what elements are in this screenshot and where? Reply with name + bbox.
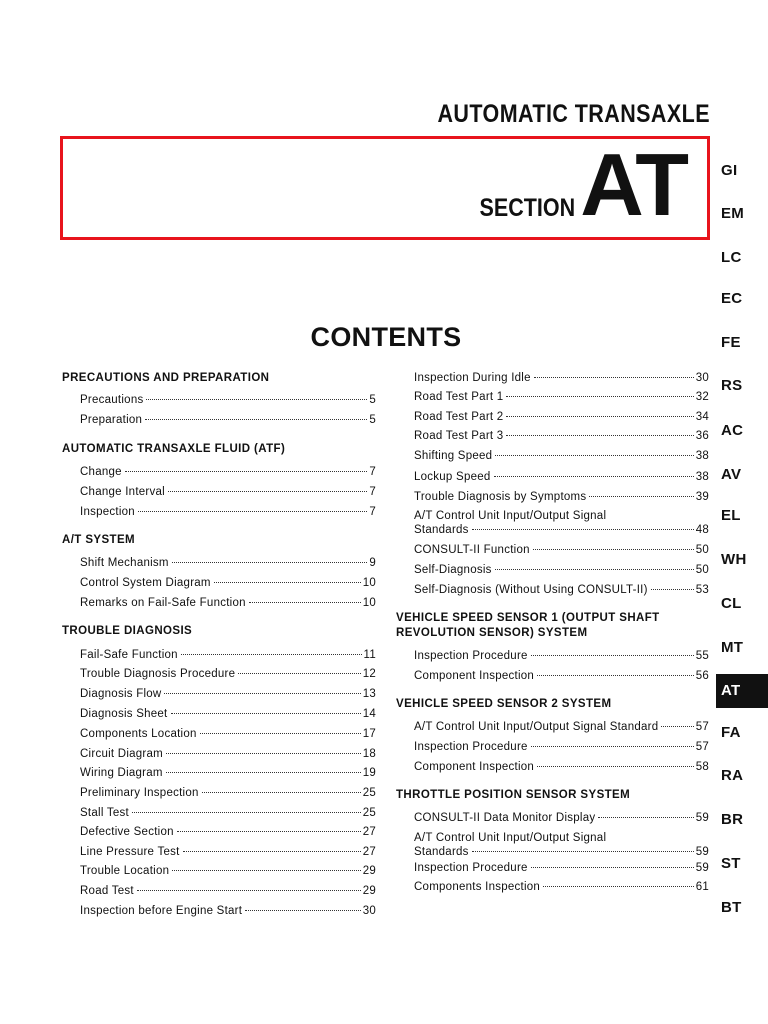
tab-br[interactable]: BR	[721, 811, 744, 828]
toc-entry-label: Road Test	[80, 885, 134, 897]
dot-leader	[495, 569, 694, 570]
toc-entry[interactable]	[80, 465, 376, 479]
tab-ec[interactable]: EC	[721, 290, 743, 307]
toc-entry[interactable]	[80, 864, 376, 878]
toc-entry-label: Wiring Diagram	[80, 767, 163, 779]
toc-entry-page: 56	[695, 670, 709, 682]
dot-leader	[472, 851, 694, 852]
toc-entry-label: Trouble Location	[80, 865, 170, 877]
toc-entry-label: Remarks on Fail-Safe Function	[80, 597, 246, 609]
toc-entry-page: 39	[695, 491, 709, 503]
toc-entry-label: Shift Mechanism	[80, 557, 169, 569]
dot-leader	[531, 655, 694, 656]
toc-entry-continuation	[414, 523, 709, 537]
tab-wh[interactable]: WH	[721, 551, 747, 568]
toc-entry[interactable]	[80, 505, 376, 519]
toc-entry-label: Inspection	[80, 506, 135, 518]
dot-leader	[533, 549, 694, 550]
toc-entry-page: 12	[362, 668, 376, 680]
section-frame	[60, 136, 710, 240]
dot-leader	[245, 910, 360, 911]
tab-at[interactable]: AT	[716, 674, 768, 708]
tab-cl[interactable]: CL	[721, 595, 742, 612]
toc-entry-label: CONSULT-II Data Monitor Display	[414, 812, 596, 824]
toc-entry[interactable]	[414, 390, 709, 404]
toc-entry-label: A/T Control Unit Input/Output Signal	[414, 510, 607, 522]
toc-section-heading: A/T SYSTEM	[62, 534, 136, 546]
toc-entry[interactable]	[414, 720, 709, 734]
toc-entry-page: 29	[362, 885, 376, 897]
toc-entry-label: Control System Diagram	[80, 577, 211, 589]
toc-entry-page: 7	[369, 506, 376, 518]
toc-entry[interactable]	[80, 884, 376, 898]
toc-entry-page: 36	[695, 430, 709, 442]
toc-entry-page: 50	[695, 544, 709, 556]
toc-entry-label: CONSULT-II Function	[414, 544, 530, 556]
dot-leader	[172, 562, 368, 563]
dot-leader	[249, 602, 361, 603]
toc-entry-label: Road Test Part 2	[414, 411, 504, 423]
toc-entry[interactable]	[414, 880, 709, 894]
dot-leader	[183, 851, 361, 852]
toc-entry-page: 18	[362, 748, 376, 760]
toc-entry-label: Road Test Part 1	[414, 391, 504, 403]
toc-entry[interactable]	[414, 371, 709, 385]
dot-leader	[506, 416, 693, 417]
toc-entry-label: Lockup Speed	[414, 471, 491, 483]
dot-leader	[598, 817, 693, 818]
toc-entry[interactable]	[80, 727, 376, 741]
dot-leader	[181, 654, 362, 655]
tab-st[interactable]: ST	[721, 855, 741, 872]
toc-entry-label: Trouble Diagnosis Procedure	[80, 668, 236, 680]
toc-entry-label: Components Location	[80, 728, 197, 740]
toc-entry[interactable]	[80, 687, 376, 701]
toc-entry[interactable]	[414, 760, 709, 774]
toc-entry-label: Road Test Part 3	[414, 430, 504, 442]
dot-leader	[138, 511, 367, 512]
tab-ra[interactable]: RA	[721, 767, 744, 784]
toc-entry-page: 59	[695, 862, 709, 874]
dot-leader	[531, 746, 694, 747]
toc-entry-page: 5	[369, 414, 376, 426]
toc-entry-page: 27	[362, 846, 376, 858]
toc-entry-label: Preparation	[80, 414, 143, 426]
tab-rs[interactable]: RS	[721, 377, 743, 394]
dot-leader	[494, 476, 694, 477]
toc-entry[interactable]	[414, 429, 709, 443]
toc-section-heading: PRECAUTIONS AND PREPARATION	[62, 372, 270, 384]
toc-entry-label: Inspection before Engine Start	[80, 905, 243, 917]
tab-fe[interactable]: FE	[721, 334, 741, 351]
dot-leader	[238, 673, 360, 674]
toc-entry-page: 32	[695, 391, 709, 403]
toc-entry-page: 53	[695, 584, 709, 596]
toc-entry-label: Circuit Diagram	[80, 748, 163, 760]
dot-leader	[537, 766, 694, 767]
toc-entry[interactable]	[80, 904, 376, 918]
toc-entry-label: Inspection Procedure	[414, 862, 528, 874]
toc-entry-continuation	[414, 845, 709, 859]
toc-entry-label: Self-Diagnosis (Without Using CONSULT-II)	[414, 584, 648, 596]
toc-entry[interactable]	[414, 861, 709, 875]
toc-entry-page: 50	[695, 564, 709, 576]
toc-section-heading: VEHICLE SPEED SENSOR 1 (OUTPUT SHAFT	[396, 612, 660, 624]
toc-entry-label: Change Interval	[80, 486, 165, 498]
dot-leader	[651, 589, 694, 590]
document-title: AUTOMATIC TRANSAXLE	[437, 100, 710, 128]
dot-leader	[146, 399, 367, 400]
toc-entry-page: 25	[362, 807, 376, 819]
dot-leader	[506, 435, 693, 436]
tab-av[interactable]: AV	[721, 466, 742, 483]
contents-heading: CONTENTS	[310, 322, 462, 352]
dot-leader	[164, 693, 360, 694]
section-word: SECTION	[479, 194, 575, 222]
toc-entry-page: 10	[362, 597, 376, 609]
toc-entry-label: A/T Control Unit Input/Output Signal Standard	[414, 721, 659, 733]
toc-entry[interactable]	[414, 449, 709, 463]
toc-entry-page: 58	[695, 761, 709, 773]
toc-entry-page: 57	[695, 741, 709, 753]
toc-entry[interactable]	[414, 490, 709, 504]
toc-entry-two-line[interactable]	[414, 509, 709, 537]
toc-entry[interactable]	[414, 649, 709, 663]
toc-entry-label: Component Inspection	[414, 670, 535, 682]
section-tab-strip	[716, 0, 768, 1024]
toc-entry-page: 27	[362, 826, 376, 838]
toc-entry-page: 38	[695, 471, 709, 483]
toc-entry-page: 30	[695, 372, 709, 384]
toc-entry-label: Diagnosis Flow	[80, 688, 162, 700]
toc-entry-page: 59	[695, 846, 709, 858]
toc-entry-label: Change	[80, 466, 122, 478]
dot-leader	[214, 582, 361, 583]
toc-entry-page: 38	[695, 450, 709, 462]
toc-entry[interactable]	[414, 563, 709, 577]
toc-entry-page: 59	[695, 812, 709, 824]
tab-el[interactable]: EL	[721, 507, 741, 524]
toc-entry-page: 55	[695, 650, 709, 662]
toc-entry-label: Defective Section	[80, 826, 174, 838]
toc-entry-page: 11	[363, 649, 376, 661]
toc-entry-page: 25	[362, 787, 376, 799]
toc-entry[interactable]	[414, 410, 709, 424]
dot-leader	[177, 831, 361, 832]
dot-leader	[661, 726, 693, 727]
toc-entry[interactable]	[414, 583, 709, 597]
toc-entry-label: Preliminary Inspection	[80, 787, 199, 799]
toc-entry-label: Diagnosis Sheet	[80, 708, 168, 720]
toc-section-heading-continued: REVOLUTION SENSOR) SYSTEM	[396, 627, 588, 639]
tab-fa[interactable]: FA	[721, 724, 741, 741]
toc-entry[interactable]	[414, 811, 709, 825]
toc-entry-label: Stall Test	[80, 807, 129, 819]
tab-gi[interactable]: GI	[721, 162, 738, 179]
dot-leader	[125, 471, 368, 472]
toc-entry[interactable]	[80, 576, 376, 590]
dot-leader	[132, 812, 361, 813]
toc-entry-label: Precautions	[80, 394, 144, 406]
toc-entry-page: 30	[362, 905, 376, 917]
toc-entry[interactable]	[80, 825, 376, 839]
toc-entry-label: Inspection Procedure	[414, 741, 528, 753]
tab-ac[interactable]: AC	[721, 422, 744, 439]
toc-entry-page: 13	[362, 688, 376, 700]
dot-leader	[506, 396, 693, 397]
tab-mt[interactable]: MT	[721, 639, 744, 656]
toc-entry-label: Self-Diagnosis	[414, 564, 492, 576]
dot-leader	[543, 886, 694, 887]
toc-entry-page: 19	[362, 767, 376, 779]
toc-entry-label-continued: Standards	[414, 524, 469, 536]
toc-entry[interactable]	[80, 845, 376, 859]
dot-leader	[166, 753, 361, 754]
dot-leader	[200, 733, 361, 734]
dot-leader	[168, 491, 367, 492]
dot-leader	[145, 419, 367, 420]
toc-entry[interactable]	[414, 669, 709, 683]
tab-em[interactable]: EM	[721, 205, 745, 222]
toc-entry[interactable]	[414, 470, 709, 484]
toc-entry-label: Shifting Speed	[414, 450, 493, 462]
dot-leader	[137, 890, 361, 891]
dot-leader	[589, 496, 693, 497]
toc-section-heading: AUTOMATIC TRANSAXLE FLUID (ATF)	[62, 443, 286, 455]
dot-leader	[166, 772, 361, 773]
toc-entry-label: Trouble Diagnosis by Symptoms	[414, 491, 587, 503]
toc-entry-label: Fail-Safe Function	[80, 649, 178, 661]
toc-entry-page: 57	[695, 721, 709, 733]
toc-entry[interactable]	[80, 747, 376, 761]
toc-section-heading: TROUBLE DIAGNOSIS	[62, 625, 193, 637]
tab-lc[interactable]: LC	[721, 249, 742, 266]
dot-leader	[495, 455, 693, 456]
dot-leader	[537, 675, 694, 676]
toc-section-heading: THROTTLE POSITION SENSOR SYSTEM	[396, 789, 631, 801]
toc-entry[interactable]	[414, 543, 709, 557]
toc-entry-page: 29	[362, 865, 376, 877]
toc-entry-page: 34	[695, 411, 709, 423]
toc-section-heading: VEHICLE SPEED SENSOR 2 SYSTEM	[396, 698, 612, 710]
toc-entry-page: 7	[369, 486, 376, 498]
dot-leader	[534, 377, 694, 378]
toc-entry[interactable]	[80, 766, 376, 780]
dot-leader	[202, 792, 361, 793]
toc-entry-label-continued: Standards	[414, 846, 469, 858]
toc-entry-page: 17	[362, 728, 376, 740]
toc-entry[interactable]	[80, 648, 376, 662]
toc-entry[interactable]	[80, 485, 376, 499]
toc-entry[interactable]	[80, 393, 376, 407]
dot-leader	[171, 713, 361, 714]
toc-entry-label: Line Pressure Test	[80, 846, 180, 858]
toc-entry-two-line[interactable]	[414, 831, 709, 859]
toc-entry-label: Component Inspection	[414, 761, 535, 773]
toc-entry[interactable]	[80, 413, 376, 427]
toc-entry-label: Components Inspection	[414, 881, 541, 893]
toc-entry[interactable]	[80, 667, 376, 681]
toc-entry-page: 14	[362, 708, 376, 720]
toc-entry[interactable]	[80, 596, 376, 610]
toc-entry-page: 10	[362, 577, 376, 589]
toc-entry-label: Inspection Procedure	[414, 650, 528, 662]
toc-entry-page: 5	[369, 394, 376, 406]
toc-entry[interactable]	[80, 786, 376, 800]
toc-entry-page: 7	[369, 466, 376, 478]
dot-leader	[172, 870, 360, 871]
toc-entry-label: Inspection During Idle	[414, 372, 531, 384]
toc-entry[interactable]	[80, 556, 376, 570]
toc-entry[interactable]	[80, 806, 376, 820]
dot-leader	[531, 867, 694, 868]
dot-leader	[472, 529, 694, 530]
toc-entry[interactable]	[80, 707, 376, 721]
tab-bt[interactable]: BT	[721, 899, 742, 916]
toc-entry-page: 48	[695, 524, 709, 536]
toc-entry[interactable]	[414, 740, 709, 754]
toc-entry-page: 61	[695, 881, 709, 893]
toc-entry-label: A/T Control Unit Input/Output Signal	[414, 832, 607, 844]
toc-entry-page: 9	[369, 557, 376, 569]
section-letters: AT	[580, 135, 687, 234]
